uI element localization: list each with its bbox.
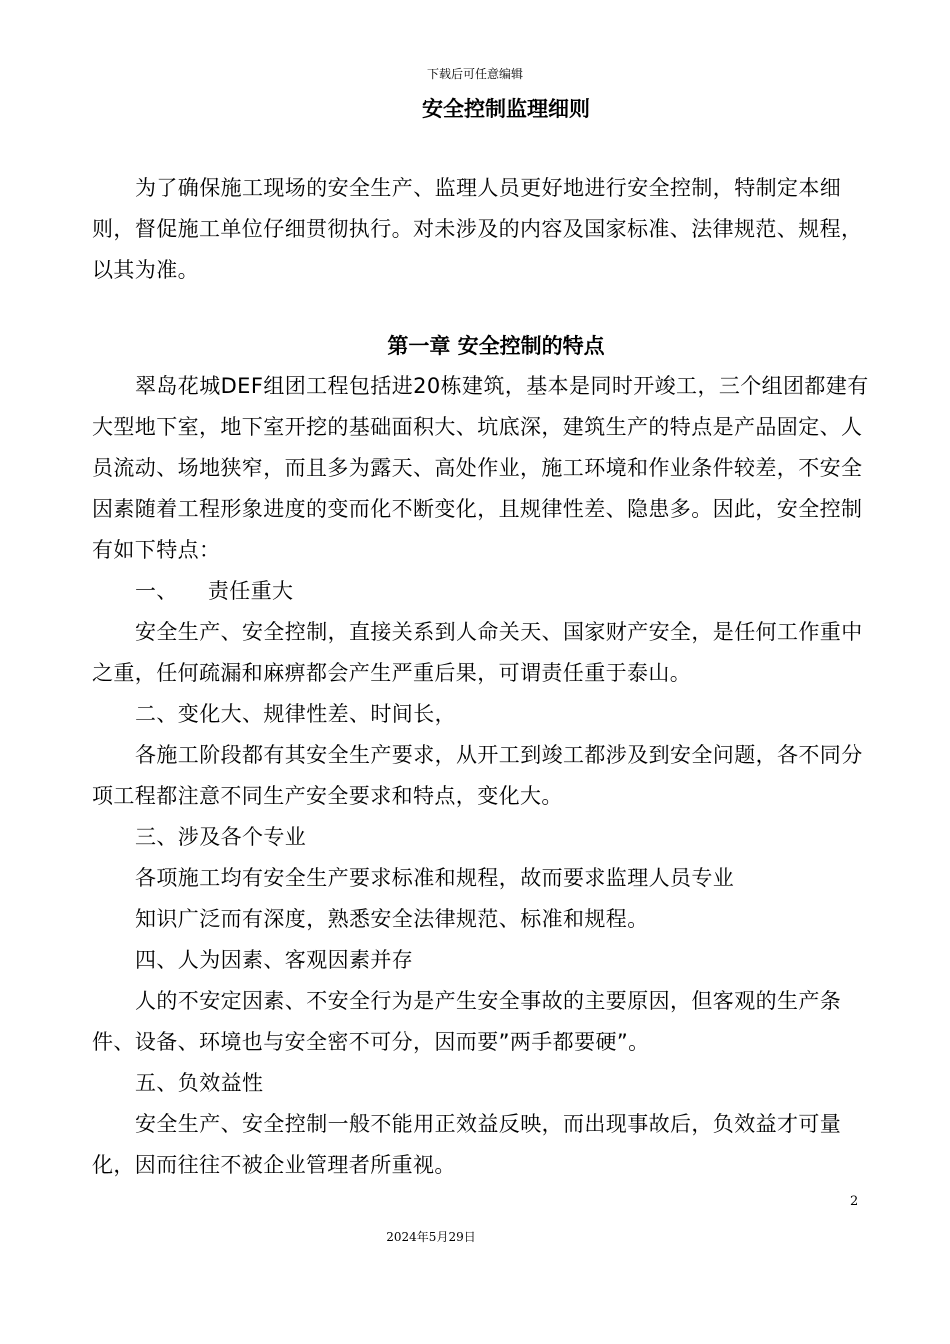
section-number-1: 一、 — [135, 579, 178, 603]
section-body-5: 安全生产、安全控制一般不能用正效益反映，而出现事故后，负效益才可量化，因而往往不被企业管理者所重视。 — [92, 1112, 842, 1177]
section-heading-5: 五、负效益性 — [135, 1071, 264, 1095]
section-heading-2: 二、变化大、规律性差、时间长， — [135, 702, 456, 726]
footer-date: 2024年5月29日 — [386, 1230, 476, 1244]
section-heading-4: 四、人为因素、客观因素并存 — [135, 948, 414, 972]
section-body-4: 人的不安定因素、不安全行为是产生安全事故的主要原因，但客观的生产条件、设备、环境也与安全密不可分，因而要”两手都要硬”。 — [92, 989, 842, 1054]
document-title: 安全控制监理细则 — [422, 97, 590, 121]
section-heading-text-1: 责任重大 — [207, 579, 294, 603]
chapter-intro-paragraph: 翠岛花城DEF组团工程包括进20栋建筑，基本是同时开竣工，三个组团都建有大型地下室，地下室开挖的基础面积大、坑底深，建筑生产的特点是产品固定、人员流动、场地狭窄，而且多为露天、高处作业，施工环境和作业条件较差，不安全因素随着工程形象进度的变而化不断变化，且规律性差、隐患多。因此，安全控制有如下特点： — [92, 374, 869, 562]
section-body-3: 各项施工均有安全生产要求标准和规程，故而要求监理人员专业 — [135, 866, 735, 890]
section-body-1: 安全生产、安全控制，直接关系到人命关天、国家财产安全，是任何工作重中之重，任何疏漏和麻痹都会产生严重后果，可谓责任重于泰山。 — [92, 620, 863, 685]
header-note: 下载后可任意编辑 — [426, 67, 523, 81]
chapter-title: 第一章 安全控制的特点 — [387, 334, 605, 358]
section-heading-1 — [92, 571, 872, 612]
intro-paragraph: 为了确保施工现场的安全生产、监理人员更好地进行安全控制，特制定本细则，督促施工单位仔细贯彻执行。对未涉及的内容及国家标准、法律规范、规程，以其为准。 — [92, 176, 863, 282]
intro-block — [92, 168, 872, 291]
section-heading-3: 三、涉及各个专业 — [135, 825, 307, 849]
section-body-3b: 知识广泛而有深度，熟悉安全法律规范、标准和规程。 — [135, 907, 649, 931]
page-number: 2 — [850, 1194, 859, 1209]
section-body-2: 各施工阶段都有其安全生产要求，从开工到竣工都涉及到安全问题，各不同分项工程都注意不同生产安全要求和特点，变化大。 — [92, 743, 863, 808]
chapter-body — [92, 366, 872, 1186]
